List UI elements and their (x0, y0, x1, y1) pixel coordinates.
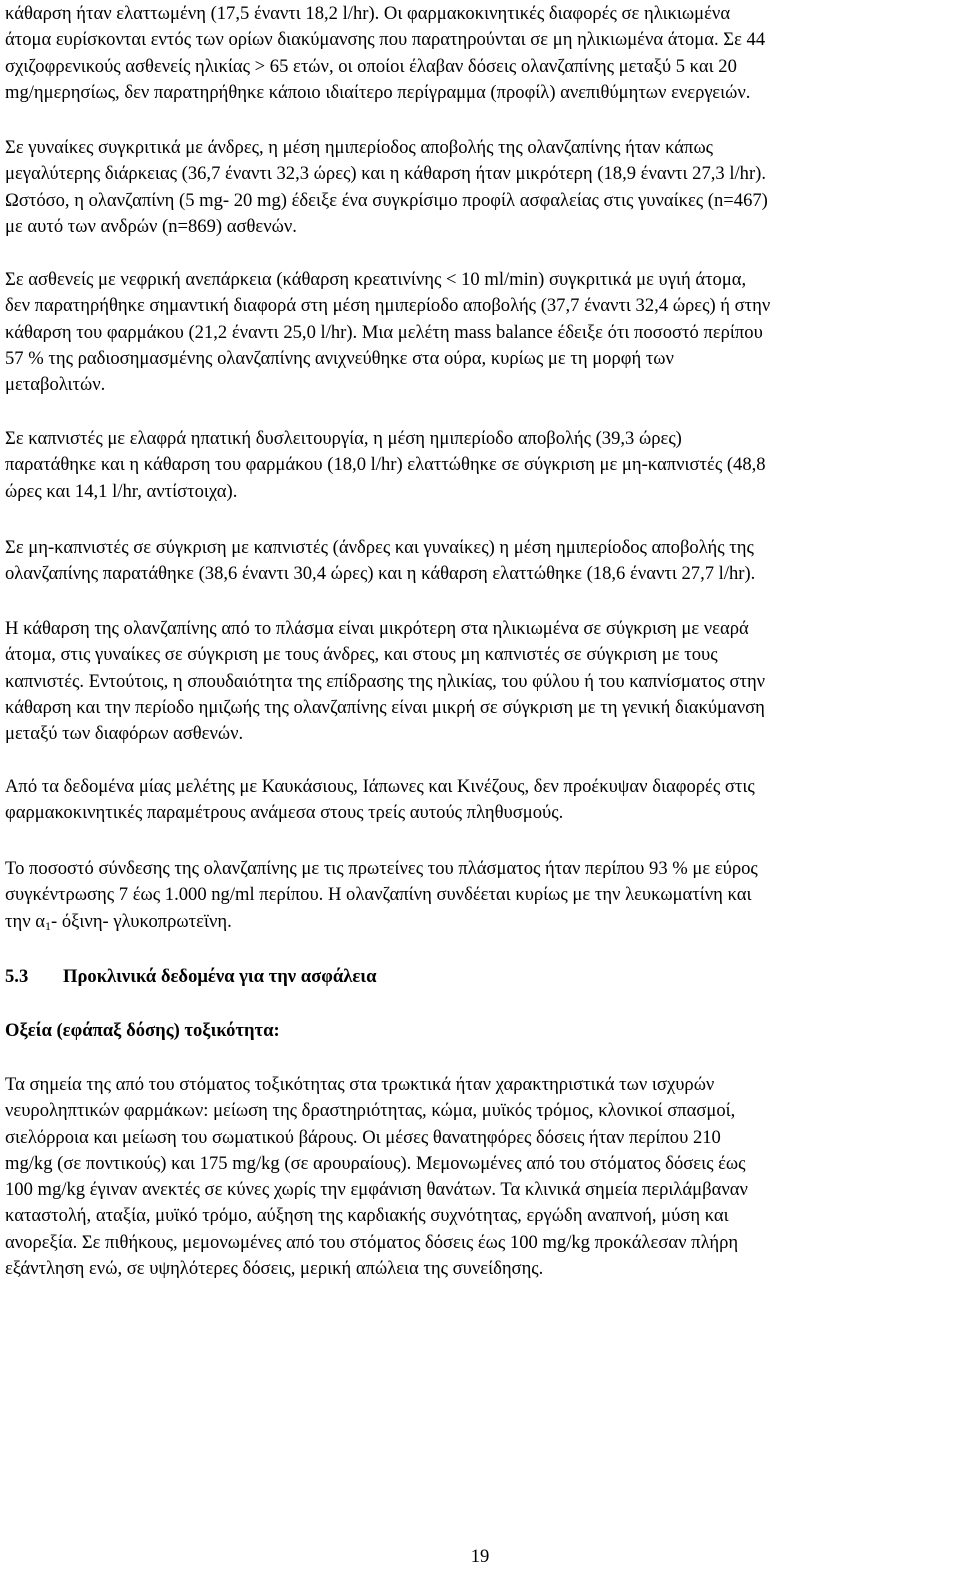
text-line: άτομα ευρίσκονται εντός των ορίων διακύμανσης που παρατηρούνται σε μη ηλικιωμένα άτομα. Σε 44 (5, 29, 766, 51)
text-line: νευροληπτικών φαρμάκων: μείωση της δραστηριότητας, κώμα, μυϊκός τρόμος, κλονικοί σπασμοί, (5, 1100, 736, 1122)
text-line: Τα σημεία της από του στόματος τοξικότητας στα τρωκτικά ήταν χαρακτηριστικά των ισχυρών (5, 1074, 715, 1095)
text-line: Σε μη-καπνιστές σε σύγκριση με καπνιστές (άνδρες και γυναίκες) η μέση ημιπερίοδος αποβολής της (5, 537, 754, 558)
text-line: καταστολή, αταξία, μυϊκό τρόμο, αύξηση της καρδιακής συχνότητας, εργώδη αναπνοή, μύση και (5, 1205, 729, 1227)
paragraph-plasma-clearance (5, 616, 765, 747)
text-line: μεταξύ των διαφόρων ασθενών. (5, 723, 244, 745)
text-line: φαρμακοκινητικές παραμέτρους ανάμεσα στους τρείς αυτούς πληθυσμούς. (5, 802, 564, 824)
paragraph-hepatic-smokers (5, 426, 766, 505)
paragraph-renal-impairment (5, 267, 770, 398)
text-line: Σε ασθενείς με νεφρική ανεπάρκεια (κάθαρση κρεατινίνης < 10 ml/min) συγκριτικά με υγιή άτομα, (5, 269, 747, 290)
text-line: μεγαλύτερης διάρκειας (36,7 έναντι 32,3 ώρες) και η κάθαρση ήταν μικρότερη (18,9 έναντι 27,3 l/hr). (5, 163, 767, 185)
paragraph-non-smokers (5, 535, 755, 588)
text-line: 100 mg/kg έγιναν ανεκτές σε κύνες χωρίς την εμφάνιση θανάτων. Τα κλινικά σημεία περιλάμβαναν (5, 1179, 748, 1201)
paragraph-protein-binding (5, 856, 758, 935)
text-line: ώρες και 14,1 l/hr, αντίστοιχα). (5, 480, 238, 502)
text-line: Η κάθαρση της ολανζαπίνης από το πλάσμα είναι μικρότερη στα ηλικιωμένα σε σύγκριση με νεαρά (5, 618, 749, 639)
section-number: 5.3 (5, 966, 29, 987)
text-line: σιελόρροια και μείωση του σωματικού βάρους. Οι μέσες θανατηφόρες δόσεις ήταν περίπου 210 (5, 1126, 721, 1148)
text-line: mg/kg (σε ποντικούς) και 175 mg/kg (σε αρουραίους). Μεμονωμένες από του στόματος δόσεις έως (5, 1152, 746, 1174)
paragraph-acute-toxicity (5, 1072, 748, 1282)
text-line: ολανζαπίνης παρατάθηκε (38,6 έναντι 30,4 ώρες) και η κάθαρση ελαττώθηκε (18,6 έναντι 27,7 l/hr). (5, 563, 756, 585)
text-fragment: την α (5, 910, 45, 932)
text-line: 57 % της ραδιοσημασμένης ολανζαπίνης ανιχνεύθηκε στα ούρα, κυρίως με τη μορφή των (5, 347, 674, 369)
text-line: εξάντληση ενώ, σε υψηλότερες δόσεις, μερική απώλεια της συνείδησης. (5, 1258, 544, 1280)
text-line: κάθαρση του φαρμάκου (21,2 έναντι 25,0 l/hr). Μια μελέτη mass balance έδειξε ότι ποσοστό περίπου (5, 321, 763, 343)
text-line: Από τα δεδομένα μίας μελέτης με Καυκάσιους, Ιάπωνες και Κινέζους, δεν προέκυψαν διαφορές στις (5, 776, 755, 797)
text-line: μεταβολιτών. (5, 374, 106, 396)
paragraph-elderly-pharmacokinetics (5, 1, 765, 106)
paragraph-gender-differences (5, 135, 768, 240)
page-number: 19 (470, 1546, 490, 1567)
text-line: Σε γυναίκες συγκριτικά με άνδρες, η μέση ημιπερίοδος αποβολής της ολανζαπίνης ήταν κάπως (5, 137, 714, 158)
text-line: συγκέντρωσης 7 έως 1.000 ng/ml περίπου. Η ολανζαπίνη συνδέεται κυρίως με την λευκωματίνη και (5, 884, 752, 906)
text-line: με αυτό των ανδρών (n=869) ασθενών. (5, 215, 297, 237)
text-line: Σε καπνιστές με ελαφρά ηπατική δυσλειτουργία, η μέση ημιπερίοδο αποβολής (39,3 ώρες) (5, 428, 682, 449)
section-title: Προκλινικά δεδομένα για την ασφάλεια (63, 966, 377, 987)
text-line: παρατάθηκε και η κάθαρση του φαρμάκου (18,0 l/hr) ελαττώθηκε σε σύγκριση με μη-καπνιστές (48,8 (5, 454, 766, 476)
text-line: κάθαρση και την περίοδο ημιζωής της ολανζαπίνης είναι μικρή σε σύγκριση με τη γενική διακύμανση (5, 696, 765, 718)
text-line: δεν παρατηρήθηκε σημαντική διαφορά στη μέση ημιπερίοδο αποβολής (37,7 έναντι 32,4 ώρες) ή στην (5, 295, 771, 317)
text-line: άτομα, στις γυναίκες σε σύγκριση με τους άνδρες, και στους μη καπνιστές σε σύγκριση με τους (5, 644, 718, 666)
subscript: 1 (45, 918, 51, 933)
text-line: ανορεξία. Σε πιθήκους, μεμονωμένες από του στόματος δόσεις έως 100 mg/kg προκάλεσαν πλήρη (5, 1231, 739, 1253)
text-line: Το ποσοστό σύνδεσης της ολανζαπίνης με τις πρωτείνες του πλάσματος ήταν περίπου 93 % με εύρος (5, 858, 758, 879)
text-line: mg/ημερησίως, δεν παρατηρήθηκε κάποιο ιδιαίτερο περίγραμμα (προφίλ) ανεπιθύμητων ενεργειών. (5, 81, 751, 103)
text-line: κάθαρση ήταν ελαττωμένη (17,5 έναντι 18,2 l/hr). Οι φαρμακοκινητικές διαφορές σε ηλικιωμένα (5, 3, 731, 24)
text-line (5, 911, 232, 932)
paragraph-ethnic-populations (5, 774, 755, 827)
subsection-heading: Οξεία (εφάπαξ δόσης) τοξικότητα: (5, 1020, 280, 1041)
text-line: Ωστόσο, η ολανζαπίνη (5 mg- 20 mg) έδειξε ένα συγκρίσιμο προφίλ ασφαλείας στις γυναίκες (n=467) (5, 189, 768, 211)
text-line: σχιζοφρενικούς ασθενείς ηλικίας > 65 ετών, οι οποίοι έλαβαν δόσεις ολανζαπίνης μεταξύ 5 και 20 (5, 55, 737, 77)
text-fragment: - όξινη- γλυκοπρωτεϊνη. (51, 910, 232, 932)
text-line: καπνιστές. Εντούτοις, η σπουδαιότητα της επίδρασης της ηλικίας, του φύλου ή του καπνίσματος στην (5, 670, 766, 692)
section-heading (5, 964, 376, 990)
